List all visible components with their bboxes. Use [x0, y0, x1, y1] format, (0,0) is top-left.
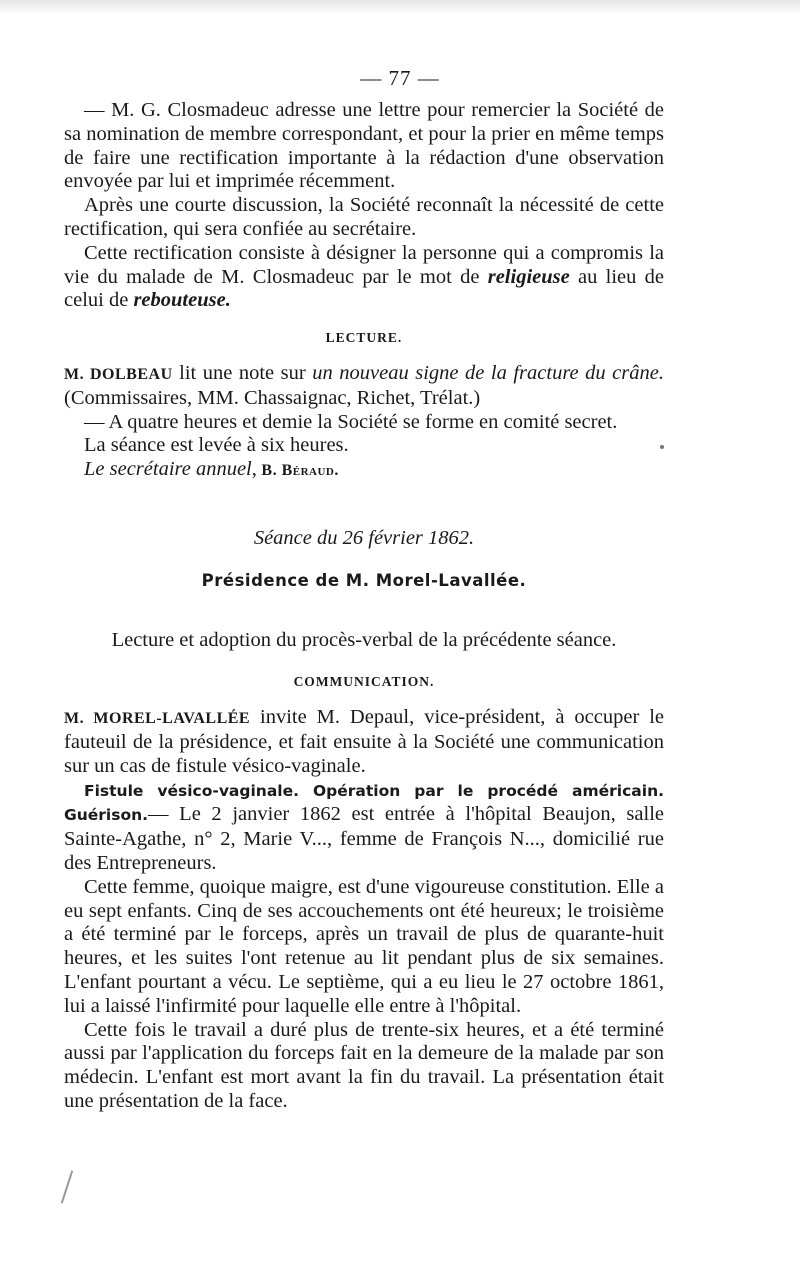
note-title: un nouveau signe de la fracture du crâne. [312, 361, 664, 384]
paragraph-closmadeuc-letter: — M. G. Closmadeuc adresse une lettre pour remercier la Société de sa nomination de membre correspondant, et pour la prier en même temps de faire une rectification importante à la rédaction d'une observation envoyée par lui et imprimée récemment. [64, 99, 664, 193]
page-body [64, 99, 664, 1114]
rectification-text-mid: au lieu de celui de [64, 265, 664, 312]
commissaires: (Commissaires, MM. Chassaignac, Richet, Trélat.) [64, 386, 481, 409]
signature [64, 458, 664, 483]
speaker-morel-lavallee: M. MOREL-LAVALLÉE [64, 710, 251, 728]
paragraph-adoption: Lecture et adoption du procès-verbal de la précédente séance. [111, 628, 617, 651]
paragraph-constitution: Cette femme, quoique maigre, est d'une vigoureuse constitution. Elle a eu sept enfants. Cinq de ses accouchements ont été heureux; le troisième a été terminé par le forceps, après un travail de plus de quarante-huit heures, et les suites l'ont retenue au lit pendant plus de six semaines. L'enfant pourtant a vécu. Le septième, qui a eu lieu le 27 octobre 1861, lui a laissé l'infirmité pour laquelle elle entre à l'hôpital. [64, 875, 664, 1017]
dolbeau-text: lit une note sur [172, 361, 313, 384]
case-title: Fistule vésico-vaginale. Opération par le procédé américain. Guérison. [64, 781, 664, 825]
scan-mark [660, 445, 664, 449]
scan-mark-corner [61, 1171, 73, 1204]
paragraph-case [64, 779, 664, 876]
signature-role: Le secrétaire annuel, [84, 458, 257, 481]
page-number: — 77 — [360, 66, 440, 90]
seance-title: Séance du 26 février 1862. [253, 526, 475, 549]
paragraph-discussion: Après une courte discussion, la Société reconnaît la nécessité de cette rectification, qui sera confiée au secrétaire. [64, 194, 664, 240]
signature-name: B. Béraud. [256, 462, 339, 480]
paragraph-comite-secret: — A quatre heures et demie la Société se forme en comité secret. [84, 410, 618, 433]
word-rebouteuse: rebouteuse. [133, 289, 231, 312]
lecture-heading: LECTURE. [325, 330, 403, 346]
rectification-text: Cette rectification consiste à désigner la personne qui a compromis la vie du malade de M. Closmadeuc par le mot de [64, 241, 664, 288]
paragraph-rectification [64, 242, 664, 313]
word-religieuse: religieuse [487, 265, 570, 288]
paragraph-dolbeau [64, 362, 664, 411]
paragraph-travail: Cette fois le travail a duré plus de trente-six heures, et a été terminé aussi par l'application du forceps fait en la demeure de la malade par son médecin. L'enfant est mort avant la fin du travail. La présentation était une présentation de la face. [64, 1018, 664, 1112]
page-edge [0, 0, 800, 14]
paragraph-seance-levee: La séance est levée à six heures. [84, 434, 349, 457]
presidence-heading: Présidence de M. Morel-Lavallée. [201, 570, 527, 590]
communication-heading: COMMUNICATION. [293, 674, 435, 690]
speaker-dolbeau: M. DOLBEAU [64, 365, 173, 383]
case-text: — Le 2 janvier 1862 est entrée à l'hôpital Beaujon, salle Sainte-Agathe, n° 2, Marie V..., femme de François N..., domicilié rue des Entrepreneurs. [64, 803, 664, 874]
paragraph-morel-lavallee [64, 706, 664, 778]
morel-intro: invite M. Depaul, vice-président, à occuper le fauteuil de la présidence, et fait ensuite à la Société une communication sur un cas de fistule vésico-vaginale. [64, 706, 664, 777]
